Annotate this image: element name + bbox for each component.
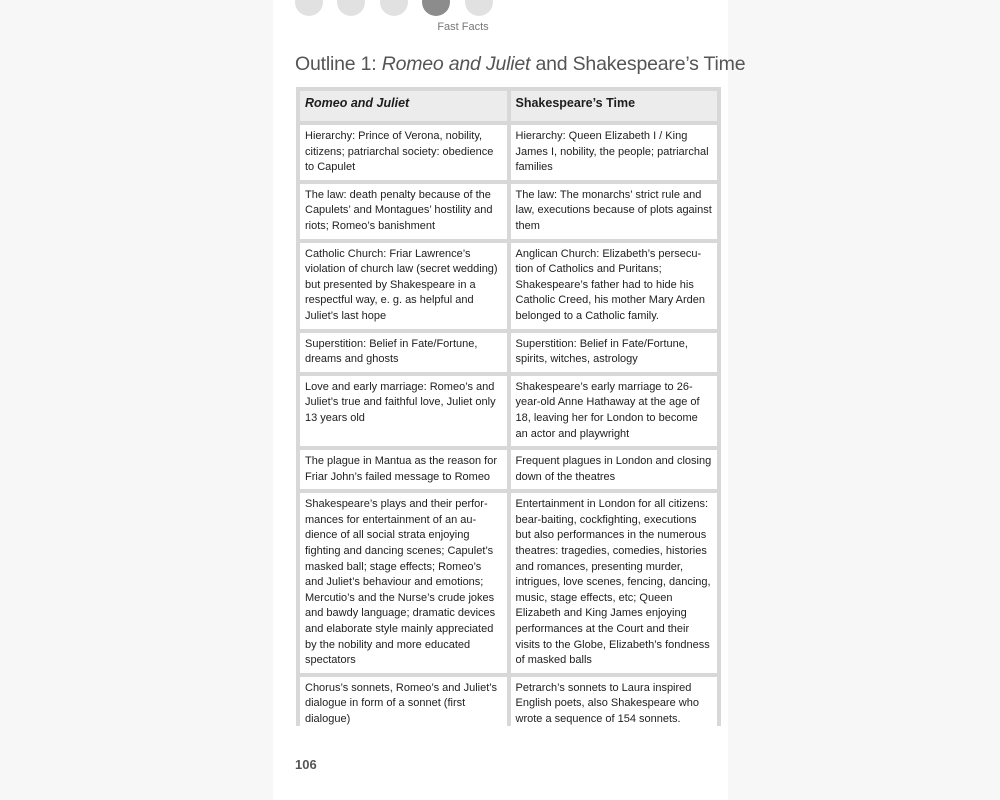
- table-cell: Hierarchy: Queen Elizabeth I / King James I, nobility, the people; patriarchal families: [511, 125, 718, 180]
- column-header-shakespeares-time: Shakespeare’s Time: [511, 91, 718, 121]
- table-row: [300, 333, 717, 372]
- column-header-romeo-and-juliet: Romeo and Juliet: [300, 91, 507, 121]
- table-row: [300, 243, 717, 329]
- section-tab[interactable]: [465, 0, 493, 16]
- table-row: [300, 450, 717, 489]
- table-cell: Love and early marriage: Romeo’s and Juliet’s true and faithful love, Juliet only 13 years old: [300, 376, 507, 446]
- table-row: [300, 376, 717, 446]
- book-page: [273, 0, 746, 800]
- comparison-table: [296, 87, 721, 726]
- table-cell: Superstition: Belief in Fate/Fortune, dreams and ghosts: [300, 333, 507, 372]
- page-number: 106: [295, 757, 317, 772]
- page-title: [295, 53, 745, 76]
- section-label: Fast Facts: [437, 21, 489, 33]
- table-row: [300, 677, 717, 732]
- table-cell: Petrarch’s sonnets to Laura inspired English poets, also Shakespeare who wrote a sequence of 154 sonnets.: [511, 677, 718, 732]
- table-cell: Frequent plagues in London and closing down of the theatres: [511, 450, 718, 489]
- title-prefix: Outline 1:: [295, 53, 382, 75]
- title-italic: Romeo and Juliet: [381, 53, 531, 75]
- table-cell: The law: The monarchs’ strict rule and law, executions because of plots against them: [511, 184, 718, 239]
- section-tab[interactable]: [295, 0, 323, 16]
- table-row: [300, 125, 717, 180]
- table-cell: Anglican Church: Elizabeth’s persecution of Catholics and Puritans; Shakespeare’s father had to hide his Catholic Creed, his mother Mary Arden belonged to a Catholic family.: [511, 243, 718, 329]
- table-cell: Hierarchy: Prince of Verona, nobility, citizens; patriarchal society: obedience to Capulet: [300, 125, 507, 180]
- section-tab[interactable]: [380, 0, 408, 16]
- table-header-row: [300, 91, 717, 121]
- table-row: [300, 184, 717, 239]
- section-tab[interactable]: [337, 0, 365, 16]
- table-cell: The plague in Mantua as the reason for Friar John’s failed message to Romeo: [300, 450, 507, 489]
- table-cell: Entertainment in London for all citizens: bear-baiting, cockfighting, executions but also performances in the numerous theatres: tragedies, comedies, histories and romances, presenting murder, intrigues, love scenes, fencing, dancing, music, stage effects, etc; Queen Elizabeth and King James enjoying performances at the Court and their visits to the Globe, Elizabeth’s fondness of masked balls: [511, 493, 718, 673]
- table-cell: Superstition: Belief in Fate/Fortune, spirits, witches, astrology: [511, 333, 718, 372]
- table-cell: Catholic Church: Friar Lawrence’s violation of church law (secret wedding) but presented by Shakespeare in a respectful way, e. g. as helpful and Juliet’s last hope: [300, 243, 507, 329]
- table-cell: Shakespeare’s plays and their performances for entertainment of an audience of all social strata enjoying fighting and dancing scenes; Capulet’s masked ball; stage effects; Romeo’s and Juliet’s behaviour and emotions; Mercutio’s and the Nurse’s crude jokes and bawdy language; dramatic devices and elaborate style mainly appreciated by the nobility and more educated spectators: [300, 493, 507, 673]
- title-suffix: and Shakespeare’s Time: [530, 53, 746, 75]
- table-cell: Chorus’s sonnets, Romeo’s and Juliet’s dialogue in form of a sonnet (first dialogue): [300, 677, 507, 732]
- table-row: [300, 493, 717, 673]
- table-cell: The law: death penalty because of the Capulets’ and Montagues’ hostility and riots; Romeo’s banishment: [300, 184, 507, 239]
- table-cell: Shakespeare’s early marriage to 26-year-old Anne Hathaway at the age of 18, leaving her for London to become an actor and playwright: [511, 376, 718, 446]
- section-tab-active[interactable]: [422, 0, 450, 16]
